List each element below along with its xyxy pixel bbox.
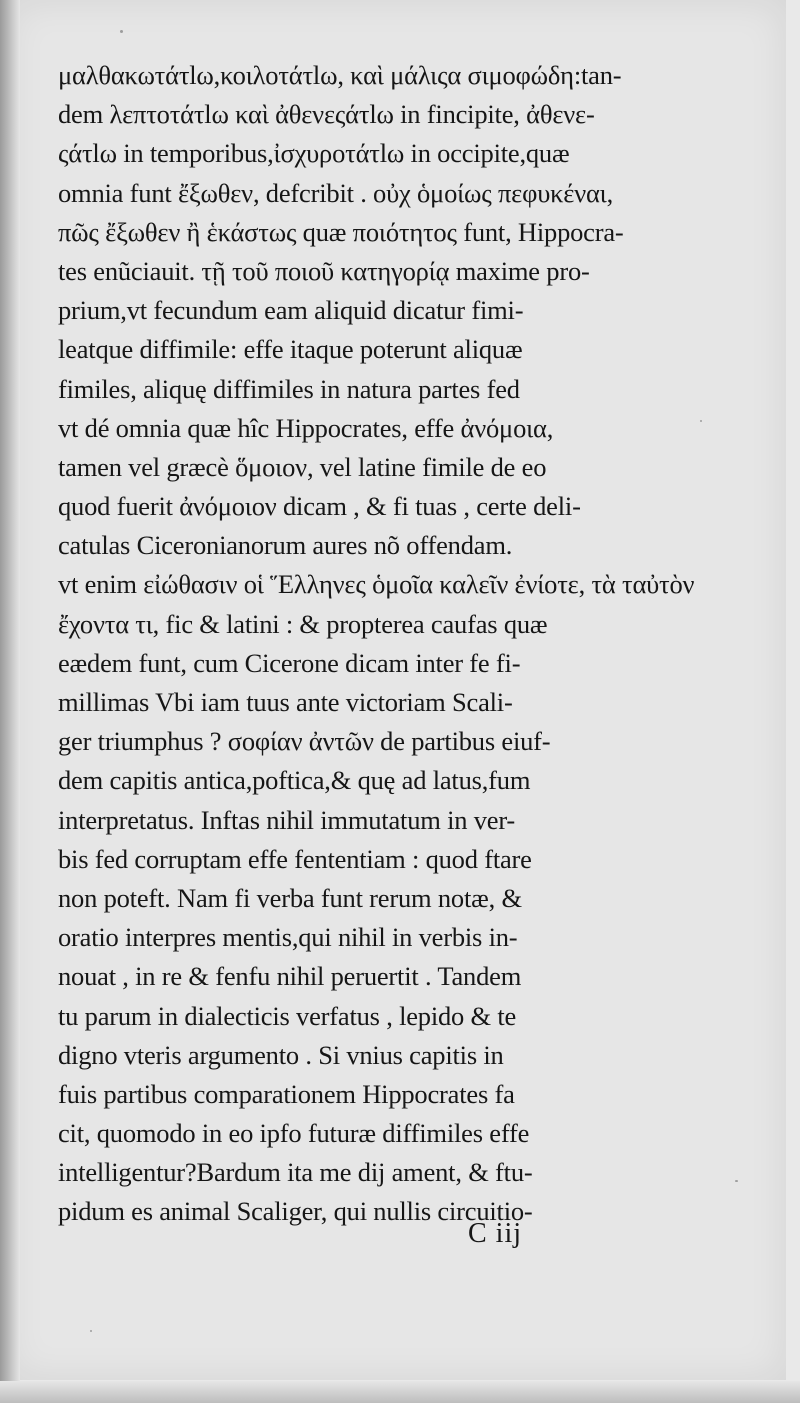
text-line: tes enũciauit. τῇ τοῦ ποιοῦ κατηγορίᾳ maxime pro- [58,255,590,286]
text-line: oratio interpres mentis,qui nihil in verbis in- [58,922,518,953]
text-line: tamen vel græcè ὅμοιον, vel latine fimile de eo [58,451,547,482]
text-line: ςάτlω in temporibus,ἰσχυροτάτlω in occipite,quæ [58,138,570,169]
text-line: dem λεπτοτάτlω καὶ ἀθενεςάτlω in fincipite, ἀθενε- [58,99,595,130]
text-line: cit, quomodo in eo ipfo futuræ diffimiles effe [58,1118,530,1149]
text-line: vt dé omnia quæ hîc Hippocrates, effe ἀνόμοια, [58,412,554,443]
text-line: ger triumphus ? σοφίαν ἀντῶν de partibus eiuf- [58,726,551,757]
text-line: non poteft. Nam fi verba funt rerum notæ, & [58,882,522,913]
paper-speck [120,30,123,33]
text-line: tu parum in dialecticis verfatus , lepido & te [58,1000,517,1031]
text-line: ἔχοντα τι, fic & latini : & propterea caufas quæ [58,608,548,639]
signature-mark: C iij [468,1218,523,1249]
text-line: μαλθακωτάτlω,κοιλοτάτlω, καὶ μάλιςα σιμοφώδη:tan- [58,60,622,90]
paper-speck [90,1330,92,1332]
text-line: πῶς ἔξωθεν ἢ ἑκάστως quæ ποιότητος funt, Hippocra- [58,216,624,247]
text-line: dem capitis antica,poftica,& quę ad latus,fum [58,765,531,796]
text-line: prium,vt fecundum eam aliquid dicatur fimi- [58,295,524,326]
text-line: fimiles, aliquę diffimiles in natura partes fed [58,373,520,404]
text-line: interpretatus. Inftas nihil immutatum in ver- [58,804,516,835]
text-line: digno vteris argumento . Si vnius capitis in [58,1039,504,1070]
text-line: omnia funt ἔξωθεν, defcribit . οὐχ ὁμοίως πεφυκέναι, [58,177,614,208]
text-line: nouat , in re & fenfu nihil peruertit . Tandem [58,961,522,992]
text-line: bis fed corruptam effe fententiam : quod ftare [58,843,532,874]
text-line: fuis partibus comparationem Hippocrates fa [58,1078,515,1109]
page-bottom-edge [0,1381,800,1403]
body-text [58,56,695,1232]
text-line: pidum es animal Scaliger, qui nullis circuitio- [58,1196,533,1227]
text-line: millimas Vbi iam tuus ante victoriam Scali- [58,687,513,717]
text-line: catulas Ciceronianorum aures nõ offendam. [58,530,513,561]
paper-speck [700,420,702,422]
text-line: vt enim εἰώθασιν οἱ Ἕλληνες ὁμοῖα καλεῖν ἐνίοτε, τὰ ταὐτὸν [58,569,695,600]
text-line: leatque diffimile: effe itaque poterunt aliquæ [58,334,523,365]
text-line: quod fuerit ἀνόμοιον dicam , & fi tuas , certe deli- [58,491,581,522]
paper-speck [735,1180,738,1182]
text-line: intelligentur?Bardum ita me dij ament, & ftu- [58,1157,533,1188]
gutter-shadow [0,0,20,1403]
text-line: eædem funt, cum Cicerone dicam inter fe fi- [58,647,521,678]
